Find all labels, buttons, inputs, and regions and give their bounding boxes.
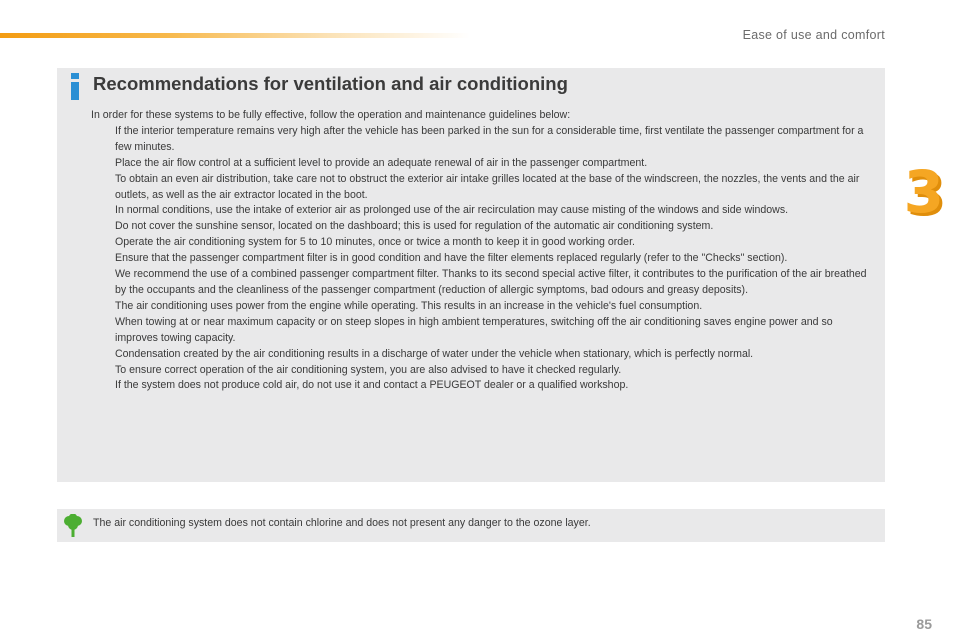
list-item-text: The air conditioning uses power from the engine while operating. This results in an increase in the vehicle's fuel consumption.: [115, 299, 703, 312]
list-item: [91, 251, 877, 299]
page-number: 85: [916, 616, 932, 632]
box-body: [91, 108, 877, 394]
chapter-number: 3: [903, 158, 944, 226]
list-item-text: We recommend the use of a combined passenger compartment filter. Thanks to its second special active filter, it contributes to the purification of the air breathed by the occupants and the cleanliness of the passenger compartment (reduction of allergic symptoms, bad odours and greasy deposits).: [115, 268, 867, 296]
eco-note-box: [57, 509, 885, 542]
list-item: [91, 299, 877, 363]
intro-text: In order for these systems to be fully effective, follow the operation and maintenance guidelines below:: [91, 109, 571, 121]
list-item-text: Operate the air conditioning system for 5 to 10 minutes, once or twice a month to keep it in good working order.: [115, 236, 635, 249]
list-item: [91, 124, 877, 172]
list-item: [91, 203, 877, 219]
recommendation-list: [91, 124, 877, 394]
list-item: [91, 363, 877, 379]
eco-note-text: The air conditioning system does not contain chlorine and does not present any danger to the ozone layer.: [93, 517, 591, 529]
list-item-text: If the interior temperature remains very high after the vehicle has been parked in the sun for a considerable time, first ventilate the passenger compartment for a few minutes.: [115, 124, 864, 153]
list-item-text: When towing at or near maximum capacity or on steep slopes in high ambient temperatures, switching off the air conditioning saves engine power and so improves towing capacity.: [115, 315, 833, 344]
tree-icon: [63, 514, 83, 538]
list-item-text: In normal conditions, use the intake of exterior air as prolonged use of the air recirculation may cause misting of the windows and side windows.: [115, 204, 789, 217]
list-item-text: If the system does not produce cold air, do not use it and contact a PEUGEOT dealer or a qualified workshop.: [115, 379, 629, 392]
list-item-text: Ensure that the passenger compartment filter is in good condition and have the filter elements replaced regularly (refer to the "Checks" section).: [115, 252, 788, 265]
box-title: Recommendations for ventilation and air conditioning: [93, 73, 568, 94]
list-item-text: Place the air flow control at a sufficient level to provide an adequate renewal of air in the passenger compartment.: [115, 156, 648, 169]
header-accent-bar: [0, 33, 470, 38]
list-item: [91, 378, 877, 394]
recommendations-box: [57, 68, 885, 482]
list-item-text: Do not cover the sunshine sensor, located on the dashboard; this is used for regulation of the automatic air conditioning system.: [115, 220, 714, 233]
list-item: [91, 172, 877, 204]
list-item: [91, 235, 877, 251]
list-item-text: To ensure correct operation of the air conditioning system, you are also advised to have it checked regularly.: [115, 363, 622, 376]
list-item-text: To obtain an even air distribution, take care not to obstruct the exterior air intake grilles located at the base of the windscreen, the nozzles, the vents and the air outlets, as well as the air extractor located in the boot.: [115, 172, 860, 201]
section-title: Ease of use and comfort: [742, 28, 885, 42]
list-item-text: Condensation created by the air conditioning results in a discharge of water under the vehicle when stationary, which is perfectly normal.: [115, 347, 754, 360]
list-item: [91, 219, 877, 235]
info-icon: [70, 73, 80, 101]
